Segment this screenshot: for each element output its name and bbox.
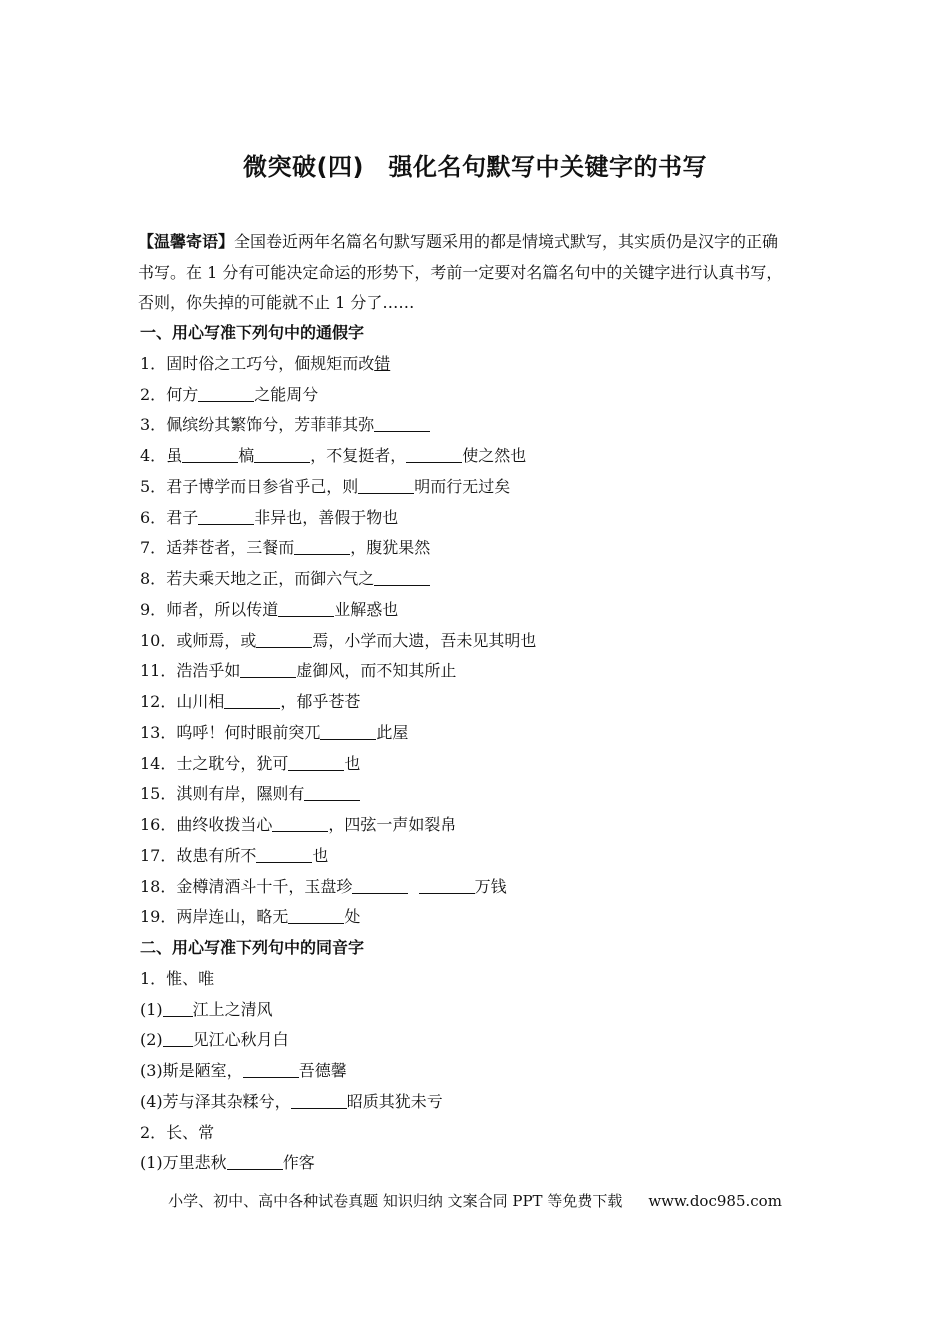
list-item: 12．山川相 ，郁乎苍苍 [140, 692, 361, 711]
intro-text-1: 全国卷近两年名篇名句默写题采用的都是情境式默写，其实质仍是汉字的正确 [234, 232, 779, 251]
answer-blank[interactable] [163, 1029, 193, 1047]
answer-blank[interactable] [288, 906, 344, 924]
answer-blank[interactable] [182, 445, 238, 463]
answer-blank[interactable] [240, 660, 296, 678]
list-item: 13．呜呼！何时眼前突兀 此屋 [140, 722, 409, 742]
list-item: 19．两岸连山，略无 处 [140, 907, 361, 927]
intro-line-1 [138, 227, 818, 258]
answer-blank[interactable] [256, 630, 312, 648]
answer-blank[interactable] [288, 753, 344, 771]
page-footer [0, 1190, 950, 1211]
answer-blank[interactable] [352, 876, 408, 894]
answer-blank[interactable] [358, 476, 414, 494]
answer-blank[interactable] [320, 722, 376, 740]
answer-blank[interactable] [254, 445, 310, 463]
answer-blank[interactable] [198, 384, 254, 402]
answer-blank[interactable] [406, 445, 462, 463]
list-item: 15．淇则有岸，隰则有 [140, 779, 840, 810]
page-title: 微突破(四) 强化名句默写中关键字的书写 [243, 153, 707, 181]
list-item: (4)芳与泽其杂糅兮， 昭质其犹未亏 [140, 1091, 443, 1111]
list-item: (3)斯是陋室， 吾德馨 [140, 1061, 347, 1080]
exercise-list [140, 318, 840, 1179]
answer-blank[interactable] [278, 599, 334, 617]
list-item: 7．适莽苍者，三餐而 ，腹犹果然 [140, 538, 431, 558]
list-item: 1．固时俗之工巧兮，偭规矩而改错 [140, 353, 391, 373]
answer-blank[interactable] [256, 845, 312, 863]
list-item: 5．君子博学而日参省乎己，则 明而行无过矣 [140, 476, 511, 496]
section-heading-2: 二、用心写准下列句中的同音字 [140, 938, 365, 957]
answer-blank[interactable] [419, 876, 475, 894]
answer-blank[interactable] [304, 783, 360, 801]
list-item: 2．何方 之能周兮 [140, 384, 319, 404]
list-item: 11．浩浩乎如 虚御风，而不知其所止 [140, 661, 457, 681]
answer-blank[interactable] [243, 1060, 299, 1078]
answer-blank[interactable] [198, 507, 254, 525]
list-item: (1)万里悲秋 作客 [140, 1153, 315, 1173]
answer-blank[interactable] [374, 414, 430, 432]
answer-blank[interactable] [224, 691, 280, 709]
answer-blank[interactable] [294, 537, 350, 555]
list-item: 8．若夫乘天地之正，而御六气之 [140, 564, 840, 595]
section-heading-1: 一、用心写准下列句中的通假字 [140, 323, 365, 342]
intro-line-3: 否则，你失掉的可能就不止 1 分了…… [138, 293, 415, 312]
group-label: 2．长、常 [140, 1122, 215, 1142]
answer-blank[interactable] [291, 1091, 347, 1109]
list-item: 3．佩缤纷其繁饰兮，芳菲菲其弥 [140, 410, 840, 441]
intro-paragraph [138, 227, 818, 319]
answer-blank[interactable] [163, 999, 193, 1017]
answer-blank[interactable] [272, 814, 328, 832]
list-item: 17．故患有所不 也 [140, 845, 329, 865]
list-item: 10．或师焉，或 焉，小学而大遗，吾未见其明也 [140, 630, 537, 650]
list-item: 9．师者，所以传道 业解惑也 [140, 599, 399, 619]
group-label: 1．惟、唯 [140, 968, 215, 988]
intro-tag: 【温馨寄语】 [138, 232, 235, 251]
footer-url[interactable]: www.doc985.com [648, 1192, 782, 1210]
list-item: (2) 见江心秋月白 [140, 1030, 289, 1050]
footer-text: 小学、初中、高中各种试卷真题 知识归纳 文案合同 PPT 等免费下载 [168, 1192, 623, 1210]
underlined-char: 错 [374, 353, 391, 373]
intro-line-2: 书写。在 1 分有可能决定命运的形势下，考前一定要对名篇名句中的关键字进行认真书写， [138, 262, 783, 282]
answer-blank[interactable] [374, 568, 430, 586]
answer-blank[interactable] [227, 1152, 283, 1170]
list-item: 18．金樽清酒斗十千，玉盘珍 万钱 [140, 876, 507, 896]
list-item: 14．士之耽兮，犹可 也 [140, 753, 361, 773]
list-item: (1) 江上之清风 [140, 999, 273, 1019]
list-item: 16．曲终收拨当心 ，四弦一声如裂帛 [140, 815, 457, 834]
list-item: 6．君子 非异也，善假于物也 [140, 507, 399, 527]
list-item: 4．虽 槁 ，不复挺者， 使之然也 [140, 446, 527, 465]
